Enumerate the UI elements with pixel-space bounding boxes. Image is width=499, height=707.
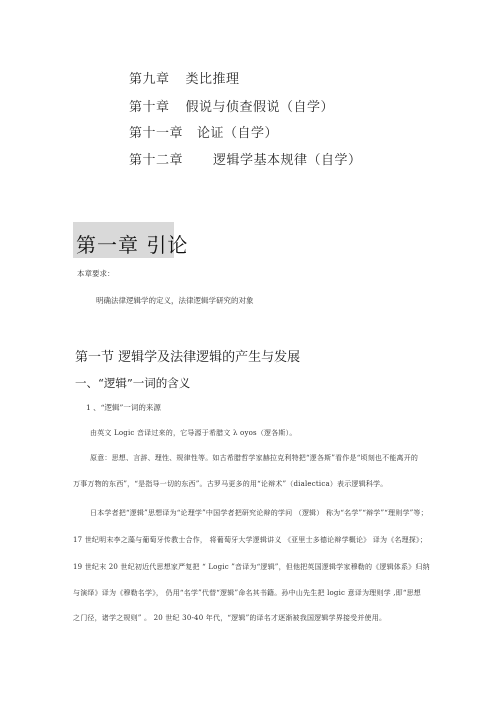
- paragraph-line: 原意：思想、言辞、理性、规律性等。如古希腊哲学家赫拉克利特把“逻各斯”看作是“顷刻也不能离开的: [90, 454, 419, 462]
- toc-chapter: 第十章: [129, 100, 170, 115]
- paragraph-line: 由英文 Logic 音译过来的，它导源于希腊文 λ oyos（逻各斯）。: [90, 429, 297, 437]
- paragraph-line: 日本学者把“逻辑”思想译为“论理学”中国学者把研究论辩的学问 （逻辑） 称为“名学”“辩学”“理则学”等；: [90, 509, 428, 517]
- item-heading: 1 、“逻辑”一词的来源: [86, 403, 161, 412]
- paragraph-line: 之门径，诸学之规则” 。 20 世纪 30-40 年代，“逻辑”的译名才逐渐被我国逻辑学界接受并使用。: [73, 614, 387, 622]
- toc-title: 论证（自学）: [197, 126, 279, 141]
- toc-chapter: 第十一章: [129, 126, 184, 141]
- toc-item: [129, 96, 334, 115]
- toc-item: [129, 68, 240, 87]
- toc-title: 逻辑学基本规律（自学）: [213, 153, 362, 168]
- paragraph-line: 19 世纪末 20 世纪初近代思想家严复把 “ Logic ”音译为“逻辑”，但他把英国逻辑学家穆勒的《逻辑体系》归纳: [73, 563, 430, 571]
- toc-title: 假说与侦查假说（自学）: [185, 100, 335, 115]
- chapter-requirements-label: 本章要求：: [77, 269, 115, 278]
- sub-heading: 一、“逻辑”一词的含义: [75, 376, 191, 390]
- toc-item: [129, 149, 362, 168]
- section-heading: 第一节 逻辑学及法律逻辑的产生与发展: [75, 350, 301, 365]
- paragraph-line: 万事万物的东西”，“是指导一切的东西”。古罗马更多的用“论辩术”（dialectica）表示逻辑科学。: [73, 480, 388, 488]
- toc-item: [129, 122, 278, 141]
- paragraph-line: 17 世纪明末李之藻与葡萄牙传教士合作， 将葡萄牙大学逻辑讲义 《亚里士多德论辩学概论》 译为《名理探》；: [73, 536, 427, 544]
- chapter-requirements-text: 明确法律逻辑学的定义，法律逻辑学研究的对象: [96, 296, 254, 305]
- toc-chapter: 第九章: [129, 72, 170, 87]
- toc-chapter: 第十二章: [129, 153, 184, 168]
- paragraph-line: 与演绎》译为《穆勒名学》， 仍用“名学”代替“逻辑”命名其书籍。孙中山先生把 logic 意译为理则学 ,即“思想: [73, 589, 422, 597]
- toc-title: 类比推理: [185, 72, 240, 87]
- chapter-title: 第一章 引论: [76, 233, 189, 257]
